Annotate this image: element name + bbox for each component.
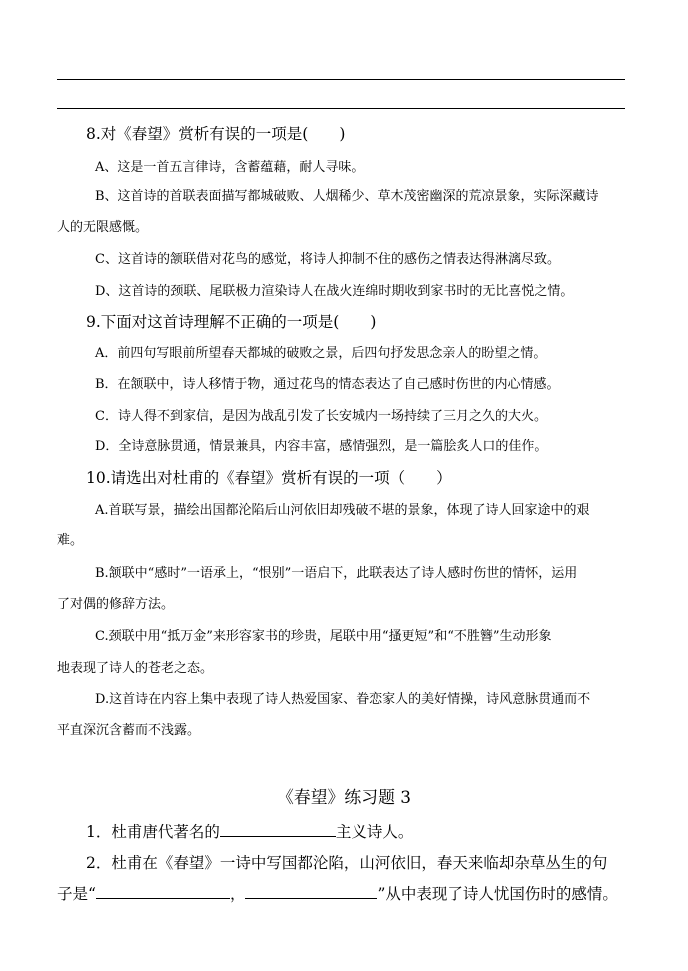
q10-option-a-line1: A.首联写景，描绘出国都沦陷后山河依旧却残破不堪的景象，体现了诗人回家途中的艰	[95, 503, 590, 518]
q10-stem: 10.请选出对杜甫的《春望》赏析有误的一项（ ）	[86, 469, 452, 487]
ex3-q1	[86, 822, 413, 842]
q8-stem: 8.对《春望》赏析有误的一项是( )	[86, 125, 346, 143]
q9-option-c: C．诗人得不到家信，是因为战乱引发了长安城内一场持续了三月之久的大火。	[95, 409, 547, 424]
q10-option-b-line2: 了对偶的修辞方法。	[57, 597, 175, 612]
ex3-q2-suffix: ”从中表现了诗人忧国伤时的感情。	[377, 885, 618, 903]
q8-option-c: C、这首诗的颔联借对花鸟的感觉，将诗人抑制不住的感伤之情表达得淋漓尽致。	[95, 252, 560, 267]
ex3-q2-prefix: 子是“	[57, 885, 96, 903]
q9-stem: 9.下面对这首诗理解不正确的一项是( )	[86, 313, 377, 331]
q9-option-d: D．全诗意脉贯通，情景兼具，内容丰富，感情强烈，是一篇脍炙人口的佳作。	[95, 439, 548, 454]
ex3-q1-after: 主义诗人。	[335, 823, 414, 841]
answer-line-2	[57, 108, 625, 109]
ex3-q2-line2	[57, 884, 618, 904]
q10-option-d-line1: D.这首诗在内容上集中表现了诗人热爱国家、眷恋家人的美好情操，诗风意脉贯通而不	[95, 692, 591, 707]
ex3-q2-line1: 2．杜甫在《春望》一诗中写国都沦陷，山河依旧，春天来临却杂草丛生的句	[86, 854, 608, 872]
ex3-q2-blank-2[interactable]	[245, 884, 377, 899]
q8-option-a: A、这是一首五言律诗，含蓄蕴藉，耐人寻味。	[95, 160, 365, 175]
q10-option-c-line1: C.颈联中用“抵万金”来形容家书的珍贵，尾联中用“搔更短”和“不胜簪”生动形象	[95, 629, 552, 644]
q10-option-b-line1: B.颔联中“感时”一语承上，“恨别”一语启下，此联表达了诗人感时伤世的情怀，运用	[95, 566, 578, 581]
ex3-q2-blank-1[interactable]	[96, 884, 230, 899]
q10-option-a-line2: 难。	[57, 533, 84, 548]
ex3-q1-before: 1．杜甫唐代著名的	[86, 823, 220, 841]
ex3-q1-blank[interactable]	[220, 822, 336, 837]
exercise-3-title: 《春望》练习题 3	[277, 787, 411, 807]
q10-option-d-line2: 平直深沉含蓄而不浅露。	[57, 723, 201, 738]
q9-option-a: A．前四句写眼前所望春天都城的破败之景，后四句抒发思念亲人的盼望之情。	[95, 346, 547, 361]
answer-line-1	[57, 79, 625, 80]
q8-option-b-line1: B、这首诗的首联表面描写都城破败、人烟稀少、草木茂密幽深的荒凉景象，实际深藏诗	[95, 189, 599, 204]
ex3-q2-comma: ，	[229, 885, 246, 903]
q9-option-b: B．在颔联中，诗人移情于物，通过花鸟的情态表达了自己感时伤世的内心情感。	[95, 377, 560, 392]
q8-option-b-line2: 人的无限感慨。	[57, 220, 149, 235]
q8-option-d: D、这首诗的颈联、尾联极力渲染诗人在战火连绵时期收到家书时的无比喜悦之情。	[95, 284, 574, 299]
q10-option-c-line2: 地表现了诗人的苍老之态。	[57, 661, 214, 676]
